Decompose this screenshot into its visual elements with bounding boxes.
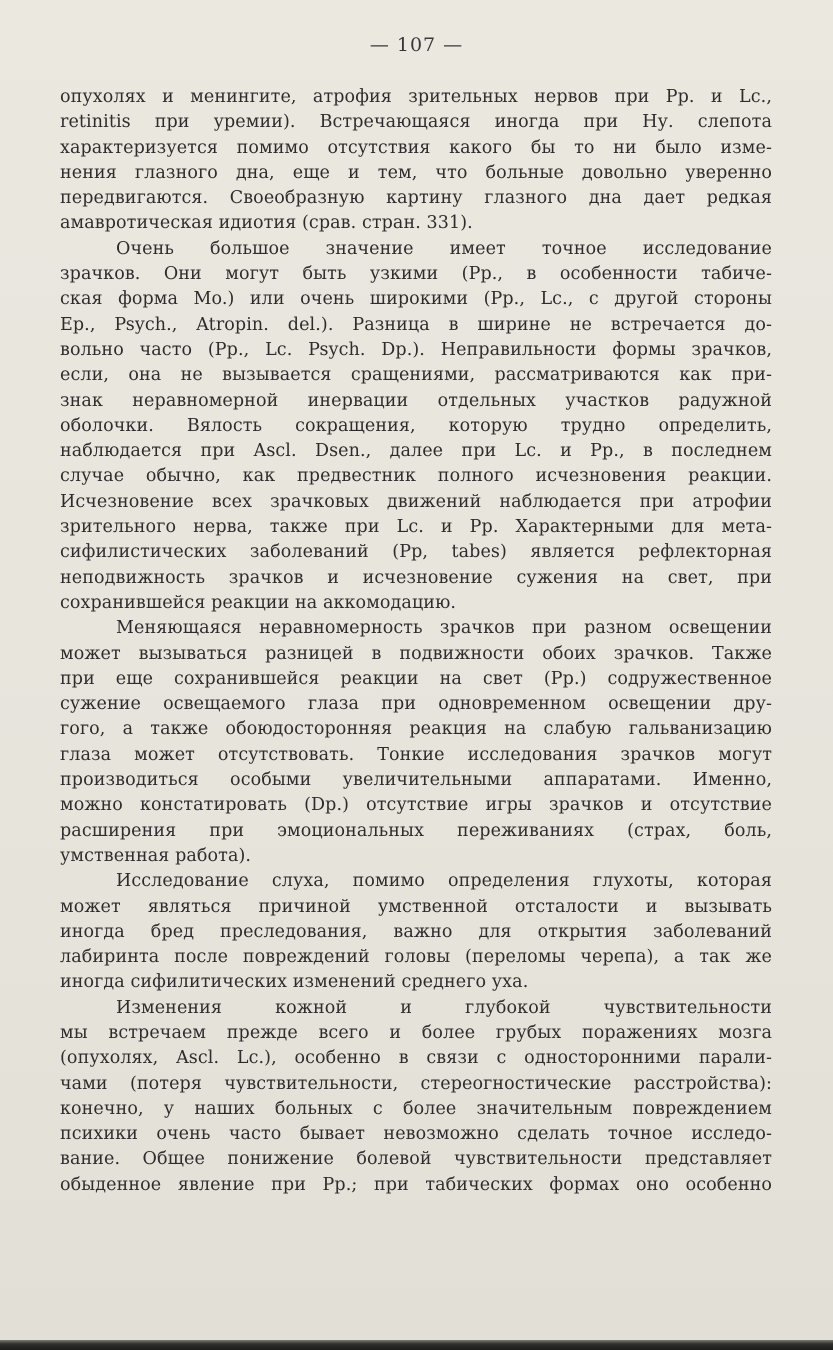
text-line: мы встречаем прежде всего и более грубых поражениях мозга (60, 1022, 772, 1043)
text-line: зрительного нерва, также при Lc. и Рр. Характерными для мета- (60, 517, 772, 538)
text-line: сохранившейся реакции на аккомодацию. (60, 592, 457, 613)
text-line: при еще сохранившейся реакции на свет (Рр.) содружественное (60, 668, 772, 689)
text-line: умственная работа). (60, 845, 252, 866)
text-line: Исчезновение всех зрачковых движений наблюдается при атрофии (60, 491, 772, 512)
page-body-text (60, 85, 772, 1198)
text-line: чами (потеря чувствительности, стереогностические расстройства): (60, 1073, 772, 1094)
text-line: расширения при эмоциональных переживаниях (страх, боль, (60, 820, 772, 841)
text-line: оболочки. Вялость сокращения, которую трудно определить, (60, 415, 772, 436)
text-line: может являться причиной умственной отсталости и вызывать (60, 896, 772, 917)
text-line: ская форма Mo.) или очень широкими (Рр., Lc., с другой стороны (60, 289, 772, 310)
text-line: Изменения кожной и глубокой чувствительности (116, 997, 772, 1018)
text-line: опухолях и менингите, атрофия зрительных нервов при Рр. и Lc., (60, 87, 772, 107)
text-line: наблюдается при Ascl. Dsen., далее при Lc. и Рр., в последнем (60, 441, 772, 462)
page-number: — 107 — (369, 34, 464, 56)
text-line: обыденное явление при Рр.; при табических формах оно особенно (60, 1174, 772, 1195)
text-line: зрачков. Они могут быть узкими (Рр., в особенности табиче- (60, 264, 772, 285)
text-line: иногда бред преследования, важно для открытия заболеваний (60, 921, 772, 942)
text-line: сифилистических заболеваний (Рр, tabes) является рефлекторная (60, 542, 772, 563)
text-line: неподвижность зрачков и исчезновение сужения на свет, при (60, 567, 772, 588)
text-line: если, она не вызывается сращениями, рассматриваются как при- (60, 365, 772, 386)
text-line: знак неравномерной инервации отдельных участков радужной (60, 390, 772, 411)
text-line: может вызываться разницей в подвижности обоих зрачков. Также (60, 643, 772, 664)
text-line: вольно часто (Рр., Lc. Psych. Dp.). Неправильности формы зрачков, (60, 339, 772, 360)
text-line: амавротическая идиотия (срав. стран. 331). (60, 213, 473, 234)
text-line: иногда сифилитических изменений среднего уха. (60, 972, 529, 993)
text-line: (опухолях, Ascl. Lc.), особенно в связи с односторонними парали- (60, 1048, 772, 1069)
text-line: производиться особыми увеличительными аппаратами. Именно, (60, 770, 772, 791)
text-line: случае обычно, как предвестник полного исчезновения реакции. (60, 466, 772, 487)
text-line: глаза может отсутствовать. Тонкие исследования зрачков могут (60, 744, 772, 765)
text-line: Исследование слуха, помимо определения глухоты, которая (116, 871, 772, 892)
page-bottom-edge (0, 1340, 833, 1350)
text-line: лабиринта после повреждений головы (переломы черепа), а так же (60, 947, 772, 968)
text-line: сужение освещаемого глаза при одновременном освещении дру- (60, 694, 772, 715)
text-line: можно констатировать (Dp.) отсутствие игры зрачков и отсутствие (60, 795, 772, 816)
text-line: Меняющаяся неравномерность зрачков при разном освещении (116, 618, 772, 639)
text-line: характеризуется помимо отсутствия какого бы то ни было изме- (60, 137, 772, 158)
text-line: гого, а также обоюдосторонняя реакция на слабую гальванизацию (60, 719, 772, 740)
text-line: нения глазного дна, еще и тем, что больные довольно уверенно (60, 162, 772, 183)
text-line: конечно, у наших больных с более значительным повреждением (60, 1098, 772, 1119)
text-line: retinitis при уремии). Встречающаяся иногда при Ну. слепота (60, 112, 772, 133)
text-line: передвигаются. Своеобразную картину глазного дна дает редкая (60, 188, 772, 209)
text-line: психики очень часто бывает невозможно сделать точное исследо- (60, 1124, 772, 1145)
text-line: Ер., Psych., Atropin. del.). Разница в ширине не встречается до- (60, 314, 772, 335)
text-line: вание. Общее понижение болевой чувствительности представляет (60, 1149, 772, 1170)
text-line: Очень большое значение имеет точное исследование (116, 238, 772, 259)
